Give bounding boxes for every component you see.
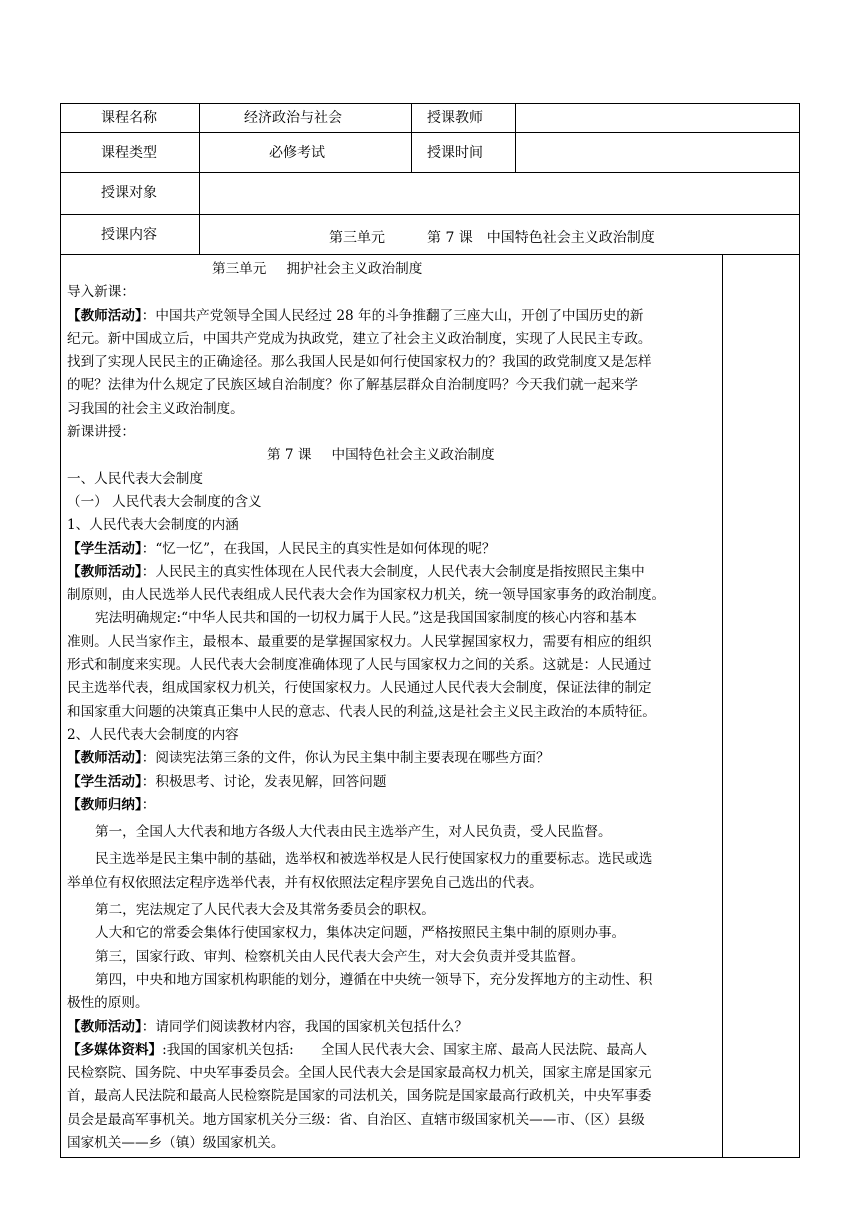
paragraph-line: 民检察院、国务院、中央军事委员会。全国人民代表大会是国家最高权力机关，国家主席是国家元 xyxy=(67,1065,652,1082)
activity-tag: 【教师活动】 xyxy=(67,307,142,324)
paragraph-line: 和国家重大问题的决策真正集中人民的意志、代表人民的利益,这是社会主义民主政治的本质特征。 xyxy=(67,703,656,720)
col-divider xyxy=(411,103,412,172)
paragraph-line: 员会是最高军事机关。地方国家机关分三级：省、自治区、直辖市级国家机关——市、（区）县级 xyxy=(67,1111,645,1128)
paragraph-line: 准则。人民当家作主，最根本、最重要的是掌握国家权力。人民掌握国家权力，需要有相应的组织 xyxy=(67,633,652,650)
paragraph: 【学生活动】：“忆一忆”，在我国，人民民主的真实性是如何体现的呢？ xyxy=(67,540,496,557)
paragraph-line: 极性的原则。 xyxy=(67,995,149,1012)
lesson-title xyxy=(67,444,719,467)
course-type-value: 必修考试 xyxy=(269,145,325,161)
paragraph: 【教师活动】：中国共产党领导全国人民经过 28 年的斗争推翻了三座大山，开创了中国历史的新 xyxy=(67,307,644,324)
new-lesson-label: 新课讲授： xyxy=(67,424,135,441)
paragraph-line: 宪法明确规定:“中华人民共和国的一切权力属于人民。”这是我国国家制度的核心内容和基本 xyxy=(95,610,637,627)
course-type-label: 课程类型 xyxy=(101,145,157,161)
col-divider xyxy=(199,103,200,254)
paragraph-line: 第四，中央和地方国家机构职能的划分，遵循在中央统一领导下，充分发挥地方的主动性、积 xyxy=(95,971,653,988)
activity-tag: 【多媒体资料】 xyxy=(67,1041,163,1058)
teacher-label: 授课教师 xyxy=(427,110,483,126)
col-divider xyxy=(515,103,516,172)
unit-title-b: 拥护社会主义政治制度 xyxy=(286,261,423,277)
row-divider xyxy=(60,214,800,215)
unit-title-a: 第三单元 xyxy=(212,261,267,277)
paragraph-line: 制原则，由人民选举人民代表组成人民代表大会作为国家权力机关，统一领导国家事务的政治制度。 xyxy=(67,587,666,604)
paragraph-line: 第三，国家行政、审判、检察机关由人民代表大会产生，对大会负责并受其监督。 xyxy=(95,948,585,965)
audience-label: 授课对象 xyxy=(101,185,157,201)
paragraph-line: 第二，宪法规定了人民代表大会及其常务委员会的职权。 xyxy=(95,902,435,919)
subsection-heading: （一） 人民代表大会制度的含义 xyxy=(67,493,262,510)
content-value-unit: 第三单元 xyxy=(329,230,385,246)
intro-label: 导入新课： xyxy=(67,284,135,301)
paragraph-line: 找到了实现人民民主的正确途径。那么我国人民是如何行使国家权力的？我国的政党制度又是怎样 xyxy=(67,354,652,371)
paragraph-line: 第一，全国人大代表和地方各级人大代表由民主选举产生，对人民负责，受人民监督。 xyxy=(95,824,612,841)
activity-tag: 【教师活动】 xyxy=(67,1018,142,1035)
paragraph-line: 形式和制度来实现。人民代表大会制度准确体现了人民与国家权力之间的关系。这就是：人民通过 xyxy=(67,657,652,674)
unit-title xyxy=(67,258,719,281)
lesson-title-b: 中国特色社会主义政治制度 xyxy=(331,447,495,464)
row-divider xyxy=(60,172,800,173)
paragraph: 【教师活动】：阅读宪法第三条的文件，你认为民主集中制主要表现在哪些方面？ xyxy=(67,750,550,767)
row-divider xyxy=(60,254,800,255)
activity-tag: 【学生活动】 xyxy=(67,540,142,557)
paragraph-line: 的呢？法律为什么规定了民族区域自治制度？你了解基层群众自治制度吗？今天我们就一起来学 xyxy=(67,377,638,394)
paragraph-line: 首，最高人民法院和最高人民检察院是国家的司法机关，国务院是国家最高行政机关，中央军事委 xyxy=(67,1088,652,1105)
content-label: 授课内容 xyxy=(101,227,157,243)
activity-tag: 【学生活动】 xyxy=(67,773,142,790)
paragraph: 【教师活动】：人民民主的真实性体现在人民代表大会制度，人民代表大会制度是指按照民主集中 xyxy=(67,563,645,580)
course-name-label: 课程名称 xyxy=(101,110,157,126)
paragraph: 【教师归纳】： xyxy=(67,796,156,813)
row-divider xyxy=(60,132,800,133)
subsection-heading: 1、人民代表大会制度的内涵 xyxy=(67,517,239,534)
content-value-lesson: 第 7 课 中国特色社会主义政治制度 xyxy=(427,230,655,246)
activity-tag: 【教师活动】 xyxy=(67,563,142,580)
paragraph: 【教师活动】：请同学们阅读教材内容，我国的国家机关包括什么？ xyxy=(67,1018,469,1035)
paragraph-line: 人大和它的常委会集体行使国家权力，集体决定问题，严格按照民主集中制的原则办事。 xyxy=(95,925,626,942)
paragraph-line: 举单位有权依照法定程序选举代表，并有权依照法定程序罢免自己选出的代表。 xyxy=(67,874,543,891)
paragraph-line: 习我国的社会主义政治制度。 xyxy=(67,400,244,417)
section-heading: 一、人民代表大会制度 xyxy=(67,470,203,487)
paragraph-line: 民主选举代表，组成国家权力机关，行使国家权力。人民通过人民代表大会制度，保证法律的制定 xyxy=(67,680,652,697)
col-divider xyxy=(722,254,723,1158)
subsection-heading: 2、人民代表大会制度的内容 xyxy=(67,726,239,743)
activity-tag: 【教师活动】 xyxy=(67,750,142,767)
time-label: 授课时间 xyxy=(427,145,483,161)
activity-tag: 【教师归纳】 xyxy=(67,796,142,813)
lesson-body xyxy=(67,258,719,1155)
paragraph: 【多媒体资料】:我国的国家机关包括: 全国人民代表大会、国家主席、最高人民法院、最高人 xyxy=(67,1041,648,1058)
course-name-value: 经济政治与社会 xyxy=(244,110,342,126)
lesson-title-a: 第 7 课 xyxy=(267,447,312,464)
paragraph-line: 纪元。新中国成立后，中国共产党成为执政党，建立了社会主义政治制度，实现了人民民主专政。 xyxy=(67,330,652,347)
paragraph-line: 民主选举是民主集中制的基础，选举权和被选举权是人民行使国家权力的重要标志。选民或选 xyxy=(95,851,653,868)
paragraph-line: 国家机关——乡（镇）级国家机关。 xyxy=(67,1134,285,1151)
paragraph: 【学生活动】：积极思考、讨论，发表见解，回答问题 xyxy=(67,773,387,790)
